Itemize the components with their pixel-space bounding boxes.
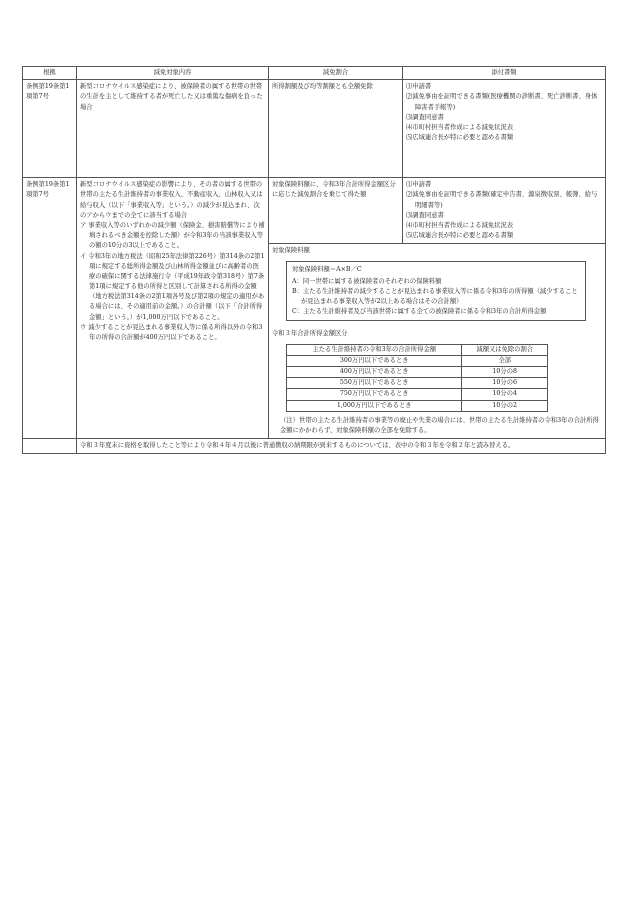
document-page <box>22 66 606 454</box>
doc-item: ⑴申請書 <box>406 181 432 189</box>
income-cell: 1,000万円以下であるとき <box>287 400 462 411</box>
income-cell: 10分の8 <box>462 367 548 378</box>
table-row <box>287 355 548 366</box>
table-row <box>287 378 548 389</box>
row1-content: 新型コロナウイルス感染症により、被保険者の属する世帯の世帯の生計を主として維持する者が死亡した又は重篤な傷病を負った場合 <box>77 80 269 178</box>
income-cell: 300万円以下であるとき <box>287 355 462 366</box>
header-docs: 添付書類 <box>403 67 606 80</box>
footer-empty <box>23 439 77 454</box>
row2-rate: 対象保険料額に、令和3年合計所得金額区分に応じた減免割合を乗じて得た額 <box>269 178 403 244</box>
formula-box <box>286 261 586 322</box>
table-row <box>287 389 548 400</box>
row2-content-intro: 新型コロナウイルス感染症の影響により、その者の属する世帯の世帯の主たる生計維持者の事業収入、不動産収入、山林収入又は給与収入（以下「事業収入等」という。）の減少が見込まれ、次のアからウまでの全てに該当する場合 <box>80 181 263 219</box>
income-title: 令和３年合計所得金額区分 <box>272 330 348 338</box>
table-header-row <box>23 67 606 80</box>
income-table-header <box>287 344 548 355</box>
income-cell: 400万円以下であるとき <box>287 367 462 378</box>
table-row <box>287 367 548 378</box>
doc-item: ⑴申請書 <box>406 83 432 91</box>
income-cell: 全部 <box>462 355 548 366</box>
row1-basis: 条例第19条第1項第7号 <box>23 80 77 178</box>
header-basis: 根拠 <box>23 67 77 80</box>
formula-title: 対象保険料額 <box>272 247 310 255</box>
income-cell: 10分の4 <box>462 389 548 400</box>
income-cell: 550万円以下であるとき <box>287 378 462 389</box>
header-rate: 減免割合 <box>269 67 403 80</box>
doc-item: ⑷市町村担当者作成による減免状況表 <box>406 221 514 229</box>
income-cell: 750万円以下であるとき <box>287 389 462 400</box>
header-content: 減免対象内容 <box>77 67 269 80</box>
formula: 対象保険料額＝A×B／C <box>292 265 362 273</box>
table-row <box>23 80 606 178</box>
reduction-table <box>22 66 606 454</box>
doc-item: ⑵減免事由を証明できる書類(確定申告書、源泉徴収票、帳簿、給与明細書等) <box>406 191 598 209</box>
condition-item: イ 令和3年の地方税法（昭和25年法律第226号）第314条の2第1項に規定する総所得金額及び山林所得金額並びに高齢者の医療の確保に関する法律施行令（平成19年政令第318号）第7条第1項に規定する他の所得と区別して計算される所得の金額（地方税法第314条の2第1項各号及び第2項の規定の適用がある場合には、その適用前の金額。）の合計額（以下「合計所得金額」という。）が1,000万円以下であること。 <box>80 252 265 321</box>
condition-item: ウ 減少することが見込まれる事業収入等に係る所得以外の令和3年の所得の合計額が400万円以下であること。 <box>80 323 263 341</box>
table-row <box>23 178 606 244</box>
condition-item: ア 事業収入等のいずれかの減少額（保険金、損害賠償等により補填されるべき金額を控除した額）が令和3年の当該事業収入等の額の10分の3以上であること。 <box>80 221 265 250</box>
income-header: 減額又は免除の割合 <box>462 344 548 355</box>
doc-item: ⑷市町村担当者作成による減免状況表 <box>406 123 514 131</box>
formula-item: B：主たる生計維持者の減少することが見込まれる事業収入等に係る令和3年の所得額（減少することが見込まれる事業収入等が2以上ある場合はその合計額） <box>292 287 578 306</box>
doc-item: ⑸広域連合長が特に必要と認める書類 <box>406 232 514 240</box>
row1-rate: 所得割額及び均等割額とも全額免除 <box>269 80 403 178</box>
income-cell: 10分の2 <box>462 400 548 411</box>
note: （注）世帯の主たる生計維持者の事業等の廃止や失業の場合には、世帯の主たる生計維持者の令和3年の合計所得金額にかかわらず、対象保険料額の全部を免除する。 <box>280 416 599 434</box>
doc-item: ⑸広域連合長が特に必要と認める書類 <box>406 134 514 142</box>
row2-calculation <box>269 244 606 439</box>
row2-docs <box>403 178 606 244</box>
footer-note: 令和３年度末に資格を取得したこと等により令和４年４月以後に普通徴収の納期限が到来するものについては、表中の令和３年を令和２年と読み替える。 <box>77 439 606 454</box>
income-table <box>286 344 548 412</box>
row1-docs <box>403 80 606 178</box>
formula-item: A：同一世帯に属する被保険者のそれぞれの保険料額 <box>292 277 442 285</box>
income-header: 主たる生計維持者の令和3年の合計所得金額 <box>287 344 462 355</box>
doc-item: ⑵減免事由を証明できる書類(医療機関の診断書、死亡診断書、身体障害者手帳等) <box>406 93 598 111</box>
table-row <box>287 400 548 411</box>
table-row <box>23 439 606 454</box>
income-cell: 10分の6 <box>462 378 548 389</box>
doc-item: ⑶調査同意書 <box>406 113 444 121</box>
doc-item: ⑶調査同意書 <box>406 211 444 219</box>
row2-content <box>77 178 269 439</box>
formula-item: C：主たる生計維持者及び当該世帯に属する全ての被保険者に係る令和3年の合計所得金額 <box>292 308 547 316</box>
row2-basis: 条例第19条第1項第7号 <box>23 178 77 439</box>
